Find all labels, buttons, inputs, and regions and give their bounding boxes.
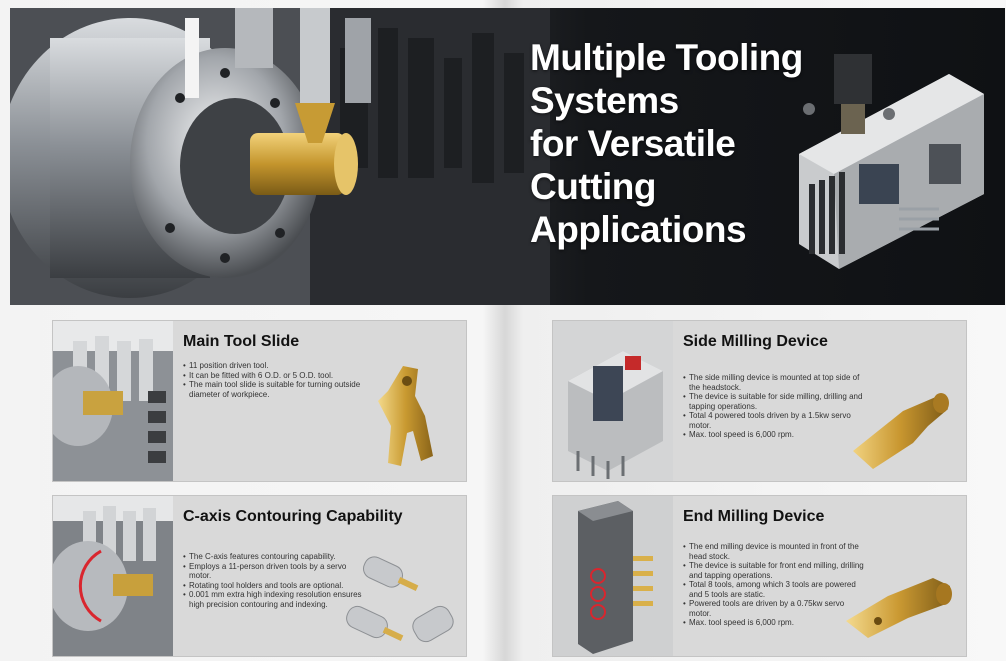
lathe-spindle-illustration <box>10 8 550 305</box>
feature-item: • Total 4 powered tools driven by a 1.5kw servo motor. <box>683 411 868 430</box>
card-title: Side Milling Device <box>683 333 828 350</box>
feature-item: • The side milling device is mounted at top side of the headstock. <box>683 373 868 392</box>
feature-item: • Powered tools are driven by a 0.75kw servo motor. <box>683 599 868 618</box>
feature-item: • Max. tool speed is 6,000 rpm. <box>683 618 868 628</box>
card-side-milling-device <box>552 320 967 482</box>
banner-title-line: Systems <box>530 80 679 121</box>
feature-item: • Rotating tool holders and tools are optional. <box>183 581 368 591</box>
main-tool-slide-photo <box>53 321 173 481</box>
banner-title-line: Applications <box>530 209 747 250</box>
feature-item: • Max. tool speed is 6,000 rpm. <box>683 430 868 440</box>
feature-item: • 0.001 mm extra high indexing resolution ensures high precision contouring and indexing. <box>183 590 368 609</box>
banner-title-line: for Versatile <box>530 123 736 164</box>
c-axis-photo <box>53 496 173 656</box>
card-title: End Milling Device <box>683 508 825 525</box>
banner-title-line: Cutting <box>530 166 656 207</box>
feature-item: • 11 position driven tool. <box>183 361 368 371</box>
feature-item: • The end milling device is mounted in front of the head stock. <box>683 542 868 561</box>
feature-item: • Employs a 11-person driven tools by a servo motor. <box>183 562 368 581</box>
feature-item: • It can be fitted with 6 O.D. or 5 O.D. tool. <box>183 371 368 381</box>
feature-item: • Total 8 tools, among which 3 tools are powered and 5 tools are static. <box>683 580 868 599</box>
banner-title-line: Multiple Tooling <box>530 37 803 78</box>
feature-item: • The device is suitable for front end milling, drilling and tapping operations. <box>683 561 868 580</box>
feature-item: • The main tool slide is suitable for turning outside diameter of workpiece. <box>183 380 368 399</box>
hero-banner <box>10 8 1005 305</box>
brass-connector-part-image <box>838 566 958 646</box>
card-main-tool-slide <box>52 320 467 482</box>
end-milling-device-render <box>553 496 673 656</box>
feature-item: • The device is suitable for side milling, drilling and tapping operations. <box>683 392 868 411</box>
card-end-milling-device <box>552 495 967 657</box>
card-c-axis-contouring <box>52 495 467 657</box>
cylindrical-parts-image <box>338 551 463 656</box>
brass-fork-part-image <box>363 361 438 471</box>
feature-list <box>683 373 868 440</box>
banner-title <box>530 36 830 251</box>
feature-list <box>183 361 368 399</box>
brass-fitting-part-image <box>843 381 953 471</box>
feature-item: • The C-axis features contouring capability. <box>183 552 368 562</box>
card-title: Main Tool Slide <box>183 333 300 350</box>
card-title: C-axis Contouring Capability <box>183 508 403 525</box>
side-milling-device-render <box>553 321 673 481</box>
